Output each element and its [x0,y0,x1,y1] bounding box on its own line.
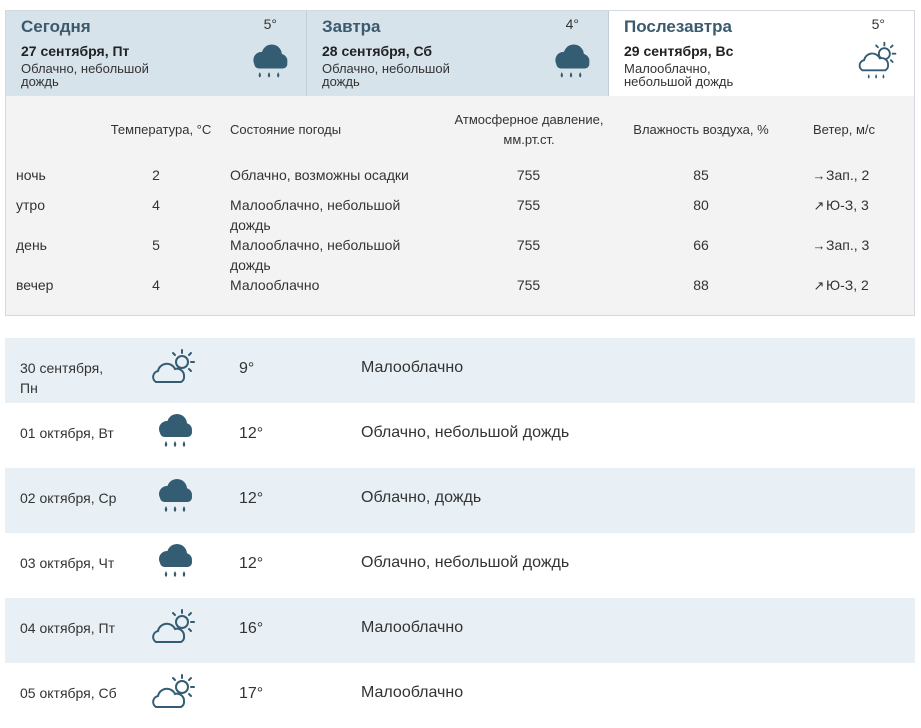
cloud-rain-icon [548,39,594,85]
wind-direction-icon: ↗ [813,278,825,293]
period-temperature: 5 [152,237,160,253]
period-temperature: 4 [152,197,160,213]
period-pressure: 755 [516,167,541,183]
tab-tomorrow[interactable] [307,11,609,96]
day-temperature: 12° [239,490,264,507]
tab-date: 29 сентября, Вс [624,43,734,59]
period-pressure: 755 [516,237,541,253]
tab-temperature: 5° [263,16,277,32]
period-condition: Малооблачно [230,277,320,293]
day-temperature: 9° [239,360,255,377]
day-row[interactable] [5,468,915,533]
period-condition: Малооблачно, небольшой дождь [230,197,401,233]
day-temperature: 12° [239,425,264,442]
period-pressure: 755 [516,277,541,293]
period-label: утро [16,197,45,213]
day-description: Облачно, небольшой дождь [361,554,570,571]
period-label: ночь [16,167,46,183]
period-condition: Облачно, возможны осадки [230,167,409,183]
day-date: 01 октября, Вт [20,425,114,441]
day-row[interactable] [5,663,915,728]
sun-cloud-icon [150,606,200,652]
period-wind [812,195,869,216]
period-label: день [16,237,47,253]
period-temperature: 2 [152,167,160,183]
period-wind [812,275,869,296]
day-date: 05 октября, Сб [20,685,117,701]
day-row[interactable] [5,338,915,403]
wind-value: Зап., 3 [826,237,870,253]
tab-description: Облачно, небольшой дождь [21,61,149,89]
period-humidity: 66 [693,237,709,253]
period-humidity: 80 [693,197,709,213]
sun-cloud-rain-icon [854,39,900,85]
period-humidity: 88 [693,277,709,293]
header-wind: Ветер, м/с [812,122,875,137]
day-description: Малооблачно [361,619,464,636]
wind-value: Зап., 2 [826,167,870,183]
wind-direction-icon: → [812,168,826,183]
wind-direction-icon: ↗ [813,198,825,213]
period-wind [812,235,869,256]
day-description: Малооблачно [361,359,464,376]
sun-cloud-icon [150,671,200,717]
wind-value: Ю-З, 2 [826,277,869,293]
header-condition: Состояние погоды [230,122,342,137]
day-row[interactable] [5,533,915,598]
period-condition: Малооблачно, небольшой дождь [230,237,401,273]
day-date: 03 октября, Чт [20,555,115,571]
day-row[interactable] [5,403,915,468]
header-humidity: Влажность воздуха, % [633,122,769,137]
cloud-rain-icon [150,541,200,587]
day-date: 04 октября, Пт [20,620,116,636]
sun-cloud-icon [150,346,200,392]
header-temperature: Температура, °С [110,122,212,137]
period-wind [812,165,869,186]
day-date: 30 сентября, Пн [20,360,104,396]
tab-description: Облачно, небольшой дождь [322,61,450,89]
tab-day-after-tomorrow[interactable] [609,11,914,96]
tab-title: Сегодня [21,17,91,36]
day-description: Малооблачно [361,684,464,701]
cloud-rain-icon [150,476,200,522]
period-humidity: 85 [693,167,709,183]
day-temperature: 12° [239,555,264,572]
tab-title: Завтра [322,17,381,36]
day-description: Облачно, небольшой дождь [361,424,570,441]
header-pressure: Атмосферное давление, мм.рт.ст. [454,112,604,147]
cloud-rain-icon [246,39,292,85]
tab-date: 27 сентября, Пт [21,43,130,59]
tab-temperature: 4° [565,16,579,32]
tab-date: 28 сентября, Сб [322,43,433,59]
period-pressure: 755 [516,197,541,213]
period-label: вечер [16,277,54,293]
tab-description: Малооблачно, небольшой дождь [624,61,734,89]
wind-direction-icon: → [812,238,826,253]
day-row[interactable] [5,598,915,663]
tab-temperature: 5° [871,16,885,32]
day-temperature: 17° [239,685,264,702]
day-temperature: 16° [239,620,264,637]
tab-title: Послезавтра [624,17,732,36]
day-tabs [6,11,914,96]
tab-today[interactable] [6,11,307,96]
period-temperature: 4 [152,277,160,293]
forecast-panel [5,10,915,316]
day-description: Облачно, дождь [361,489,482,506]
wind-value: Ю-З, 3 [826,197,869,213]
cloud-rain-icon [150,411,200,457]
day-date: 02 октября, Ср [20,490,117,506]
